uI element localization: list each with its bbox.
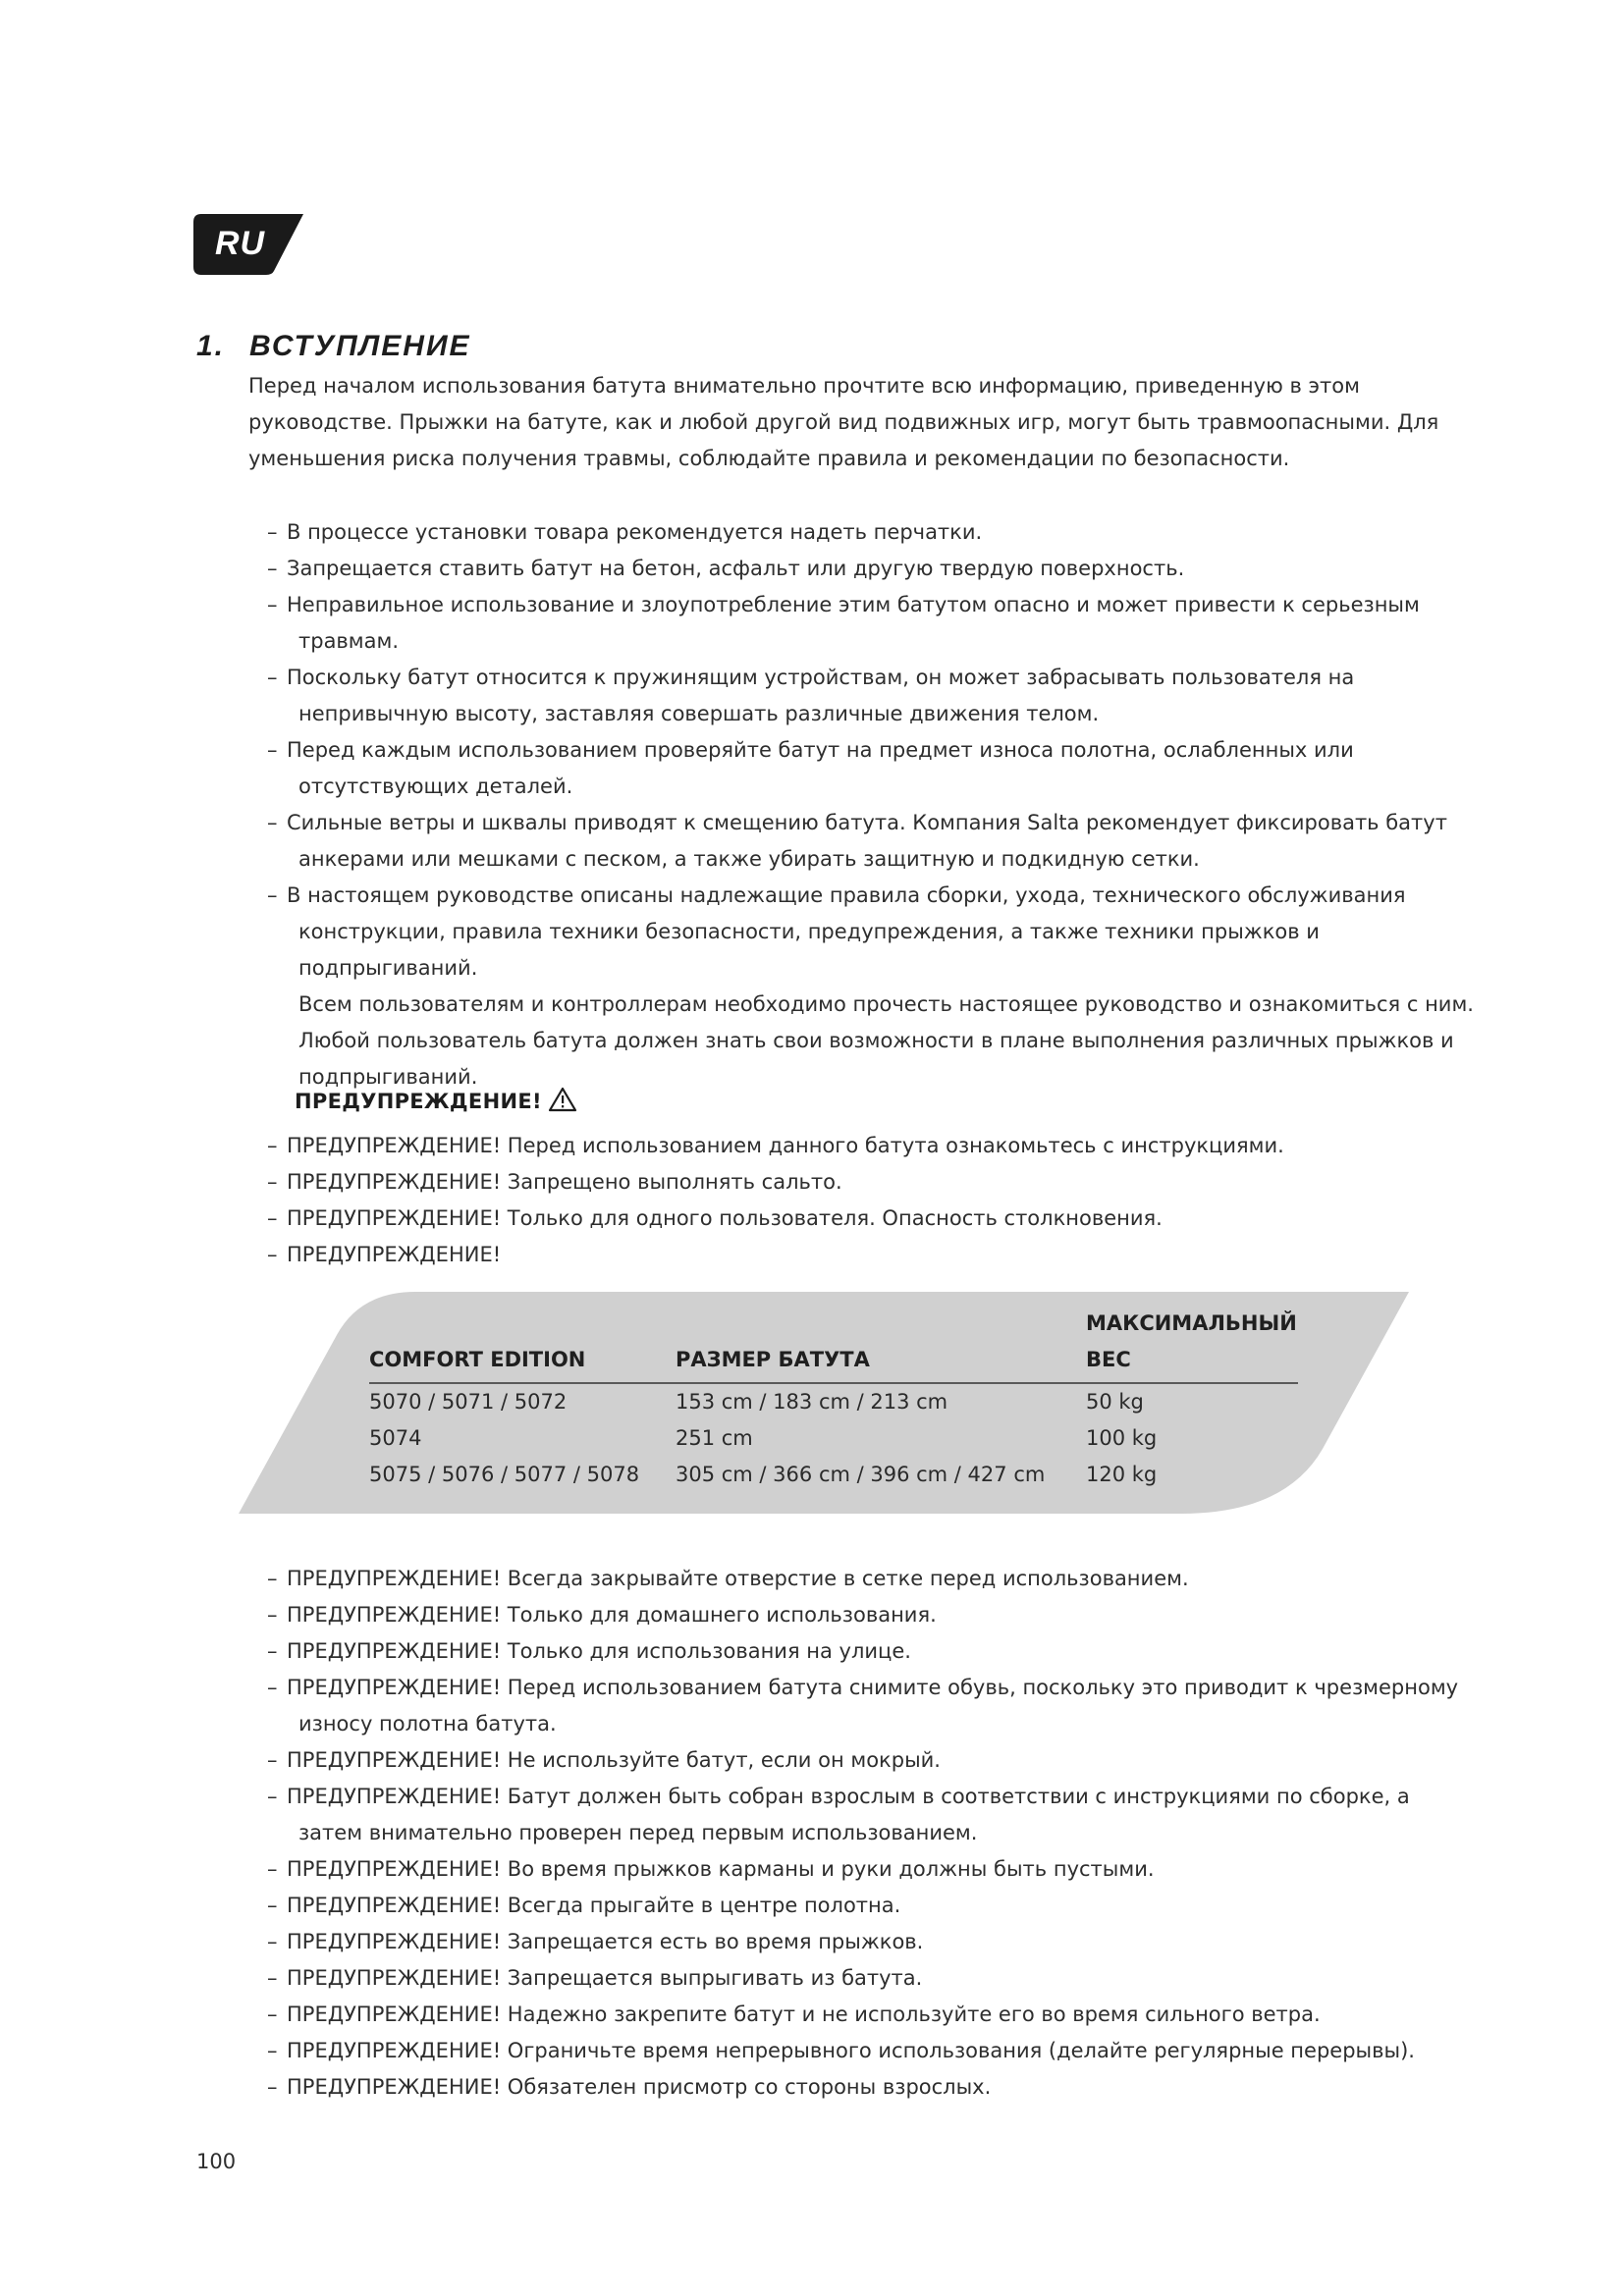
cell-model: 5075 / 5076 / 5077 / 5078 (369, 1463, 640, 1486)
list-item-line: ПРЕДУПРЕЖДЕНИЕ! Всегда прыгайте в центре полотна. (287, 1894, 901, 1917)
dash-marker: – (267, 811, 278, 834)
list-item-line: непривычную высоту, заставляя совершать различные движения телом. (298, 702, 1100, 725)
header-model: COMFORT EDITION (369, 1306, 676, 1383)
language-badge (193, 214, 303, 275)
list-item-line: ПРЕДУПРЕЖДЕНИЕ! Перед использованием данного батута ознакомьтесь с инструкциями. (287, 1134, 1284, 1157)
list-item (267, 1779, 1485, 1851)
dash-marker: – (267, 520, 278, 544)
list-item-line: ПРЕДУПРЕЖДЕНИЕ! Обязателен присмотр со стороны взрослых. (287, 2075, 992, 2099)
safety-bullet-list (267, 514, 1475, 1095)
list-item-line: подпрыгиваний. (298, 1065, 478, 1089)
dash-marker: – (267, 557, 278, 580)
list-item-line: В процессе установки товара рекомендуется надеть перчатки. (287, 520, 983, 544)
dash-marker: – (267, 1966, 278, 1990)
list-item (267, 1164, 1465, 1201)
list-item (267, 1888, 1485, 1924)
dash-marker: – (267, 1676, 278, 1699)
list-item-line: Любой пользователь батута должен знать свои возможности в плане выполнения различных прыжков и (298, 1029, 1454, 1052)
header-max-weight-line2: ВЕС (1086, 1348, 1131, 1371)
list-item-line: В настоящем руководстве описаны надлежащие правила сборки, ухода, технического обслуживания (287, 883, 1406, 907)
language-code: RU (215, 225, 266, 262)
dash-marker: – (267, 1243, 278, 1266)
list-item-line: анкерами или мешками с песком, а также убирать защитную и подкидную сетки. (298, 847, 1200, 871)
list-item (267, 2033, 1485, 2069)
dash-marker: – (267, 1603, 278, 1627)
list-item-line: ПРЕДУПРЕЖДЕНИЕ! Всегда закрывайте отверстие в сетке перед использованием. (287, 1567, 1189, 1590)
list-item (267, 587, 1475, 660)
dash-marker: – (267, 1748, 278, 1772)
list-item-line: Всем пользователям и контроллерам необходимо прочесть настоящее руководство и ознакомиться с ним. (298, 992, 1474, 1016)
list-item (267, 1237, 1465, 1273)
list-item-line: ПРЕДУПРЕЖДЕНИЕ! Не используйте батут, если он мокрый. (287, 1748, 941, 1772)
list-item-line: ПРЕДУПРЕЖДЕНИЕ! Во время прыжков карманы и руки должны быть пустыми. (287, 1857, 1155, 1881)
list-item-line: ПРЕДУПРЕЖДЕНИЕ! Только для одного пользователя. Опасность столкновения. (287, 1206, 1163, 1230)
list-item-line: ПРЕДУПРЕЖДЕНИЕ! Перед использованием батута снимите обувь, поскольку это приводит к чрезмерному (287, 1676, 1459, 1699)
warning-heading (295, 1087, 577, 1117)
dash-marker: – (267, 1206, 278, 1230)
list-item (267, 805, 1475, 878)
list-item-line: Сильные ветры и шквалы приводят к смещению батута. Компания Salta рекомендует фиксировать батут (287, 811, 1447, 834)
list-item (267, 732, 1475, 805)
dash-marker: – (267, 2002, 278, 2026)
dash-marker: – (267, 883, 278, 907)
warning-list-bottom (267, 1561, 1485, 2106)
list-item-line: ПРЕДУПРЕЖДЕНИЕ! Запрещено выполнять сальто. (287, 1170, 842, 1194)
warning-list-top (267, 1128, 1465, 1273)
list-item-line: травмам. (298, 629, 400, 653)
cell-weight: 50 kg (1086, 1390, 1144, 1414)
dash-marker: – (267, 2075, 278, 2099)
list-item-line: ПРЕДУПРЕЖДЕНИЕ! Только для использования на улице. (287, 1639, 911, 1663)
list-item (267, 2069, 1485, 2106)
dash-marker: – (267, 1567, 278, 1590)
list-item-line: конструкции, правила техники безопасности, предупреждения, а также техники прыжков и подпрыгиваний. (298, 920, 1320, 980)
list-item (267, 660, 1475, 732)
list-item (267, 1742, 1485, 1779)
list-item (267, 514, 1475, 551)
cell-size: 305 cm / 366 cm / 396 cm / 427 cm (676, 1463, 1046, 1486)
cell-weight: 120 kg (1086, 1463, 1158, 1486)
list-item-line: ПРЕДУПРЕЖДЕНИЕ! Ограничьте время непрерывного использования (делайте регулярные перерывы). (287, 2039, 1415, 2062)
list-item-line: ПРЕДУПРЕЖДЕНИЕ! Батут должен быть собран взрослым в соответствии с инструкциями по сборке, а (287, 1785, 1410, 1808)
intro-paragraph (248, 368, 1446, 477)
dash-marker: – (267, 1894, 278, 1917)
list-item-line: ПРЕДУПРЕЖДЕНИЕ! Запрещается выпрыгивать из батута. (287, 1966, 923, 1990)
list-item-line: Перед каждым использованием проверяйте батут на предмет износа полотна, ослабленных или (287, 738, 1354, 762)
dash-marker: – (267, 1857, 278, 1881)
dash-marker: – (267, 1170, 278, 1194)
list-item (267, 1597, 1485, 1633)
cell-size: 153 cm / 183 cm / 213 cm (676, 1390, 948, 1414)
list-item (267, 1960, 1485, 1997)
intro-line: руководстве. Прыжки на батуте, как и любой другой вид подвижных игр, могут быть травмоопасными. Для (248, 410, 1439, 434)
list-item-line: Запрещается ставить батут на бетон, асфальт или другую твердую поверхность. (287, 557, 1185, 580)
list-item-line: ПРЕДУПРЕЖДЕНИЕ! Только для домашнего использования. (287, 1603, 937, 1627)
list-item-line: затем внимательно проверен перед первым использованием. (298, 1821, 978, 1844)
list-item-line: Поскольку батут относится к пружинящим устройствам, он может забрасывать пользователя на (287, 666, 1355, 689)
warning-triangle-icon (548, 1087, 577, 1117)
table-row (369, 1457, 1298, 1493)
list-item-line: износу полотна батута. (298, 1712, 557, 1735)
section-title (196, 330, 471, 363)
dash-marker: – (267, 2039, 278, 2062)
list-item-line: ПРЕДУПРЕЖДЕНИЕ! (287, 1243, 502, 1266)
list-item (267, 1633, 1485, 1670)
section-title-text: ВСТУПЛЕНИЕ (249, 330, 471, 362)
page-number: 100 (196, 2150, 237, 2173)
list-item-line: ПРЕДУПРЕЖДЕНИЕ! Надежно закрепите батут и не используйте его во время сильного ветра. (287, 2002, 1321, 2026)
list-item (267, 551, 1475, 587)
list-item (267, 1128, 1465, 1164)
header-max-weight-line1: МАКСИМАЛЬНЫЙ (1086, 1311, 1297, 1335)
list-item (267, 1201, 1465, 1237)
table-row (369, 1383, 1298, 1420)
list-item-line: Неправильное использование и злоупотребление этим батутом опасно и может привести к серьезным (287, 593, 1420, 616)
list-item (267, 878, 1475, 1095)
cell-weight: 100 kg (1086, 1426, 1158, 1450)
list-item-line: отсутствующих деталей. (298, 774, 573, 798)
dash-marker: – (267, 1930, 278, 1953)
list-item (267, 1561, 1485, 1597)
list-item (267, 1670, 1485, 1742)
section-number: 1. (196, 330, 226, 362)
cell-model: 5070 / 5071 / 5072 (369, 1390, 568, 1414)
dash-marker: – (267, 666, 278, 689)
warning-heading-text: ПРЕДУПРЕЖДЕНИЕ! (295, 1090, 542, 1113)
list-item-line: ПРЕДУПРЕЖДЕНИЕ! Запрещается есть во время прыжков. (287, 1930, 924, 1953)
table-header-row (369, 1306, 1298, 1383)
dash-marker: – (267, 1134, 278, 1157)
dash-marker: – (267, 1785, 278, 1808)
cell-size: 251 cm (676, 1426, 753, 1450)
dash-marker: – (267, 593, 278, 616)
list-item (267, 1851, 1485, 1888)
cell-model: 5074 (369, 1426, 422, 1450)
intro-line: уменьшения риска получения травмы, соблюдайте правила и рекомендации по безопасности. (248, 447, 1290, 470)
dash-marker: – (267, 738, 278, 762)
list-item (267, 1997, 1485, 2033)
table-row (369, 1420, 1298, 1457)
intro-line: Перед началом использования батута внимательно прочтите всю информацию, приведенную в этом (248, 374, 1360, 398)
spec-table (369, 1306, 1298, 1493)
list-item (267, 1924, 1485, 1960)
header-size: РАЗМЕР БАТУТА (676, 1306, 1086, 1383)
dash-marker: – (267, 1639, 278, 1663)
header-max-weight (1086, 1306, 1298, 1383)
